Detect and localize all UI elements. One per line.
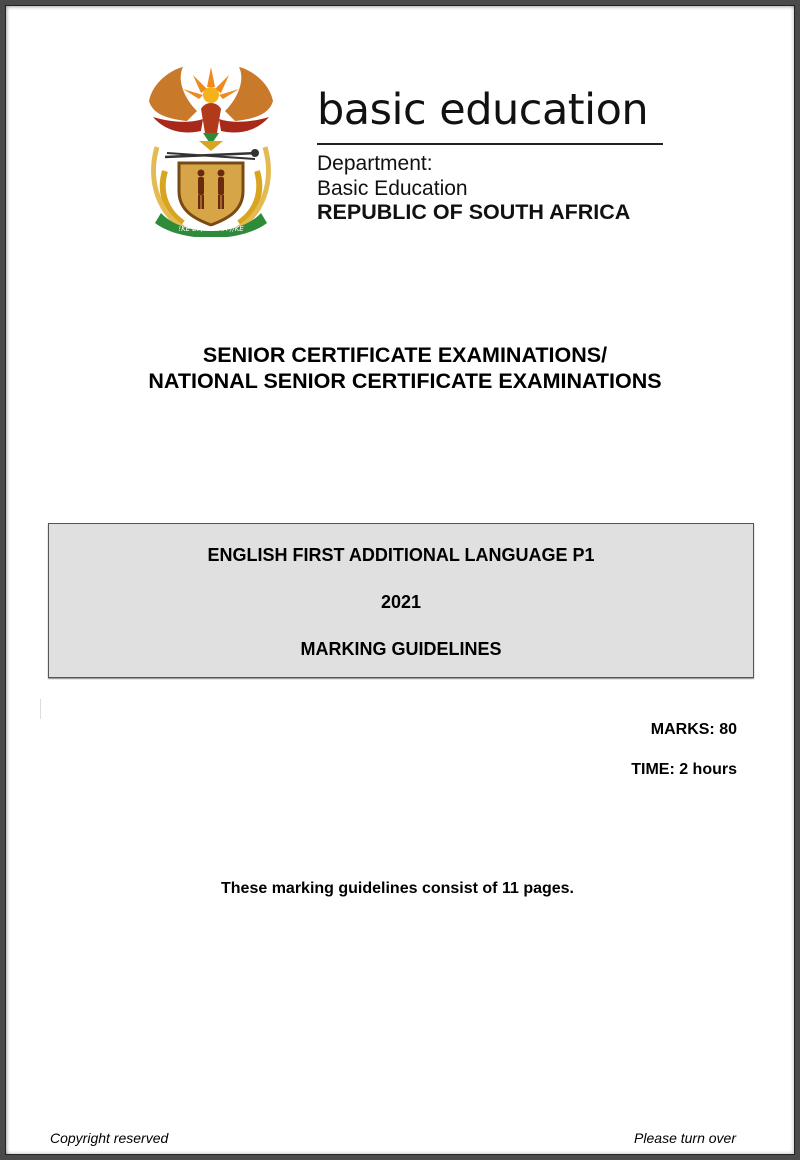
brand-divider — [317, 143, 663, 145]
department-name: Basic Education — [317, 177, 468, 200]
department-label: Department: — [317, 152, 433, 175]
subject-title: ENGLISH FIRST ADDITIONAL LANGUAGE P1 — [207, 545, 595, 565]
time-allowed: TIME: 2 hours — [631, 761, 737, 778]
coat-of-arms-icon — [143, 61, 279, 237]
country-name: REPUBLIC OF SOUTH AFRICA — [317, 200, 631, 224]
subject-box — [48, 523, 754, 678]
page-count-note: These marking guidelines consist of 11 pages. — [221, 880, 574, 897]
marks-total: MARKS: 80 — [650, 721, 737, 738]
exam-heading-line2: NATIONAL SENIOR CERTIFICATE EXAMINATIONS — [148, 369, 662, 393]
svg-text:!KE E: /XARRA //KE: !KE E: /XARRA //KE — [178, 225, 244, 233]
document-type: MARKING GUIDELINES — [300, 639, 502, 659]
footer-turn-over: Please turn over — [634, 1130, 736, 1146]
exam-heading-line1: SENIOR CERTIFICATE EXAMINATIONS/ — [202, 343, 608, 367]
brand-title: basic education — [317, 85, 649, 135]
scan-artifact — [40, 699, 41, 719]
document-page — [5, 5, 795, 1155]
exam-year: 2021 — [380, 592, 422, 612]
footer-copyright: Copyright reserved — [50, 1130, 169, 1146]
